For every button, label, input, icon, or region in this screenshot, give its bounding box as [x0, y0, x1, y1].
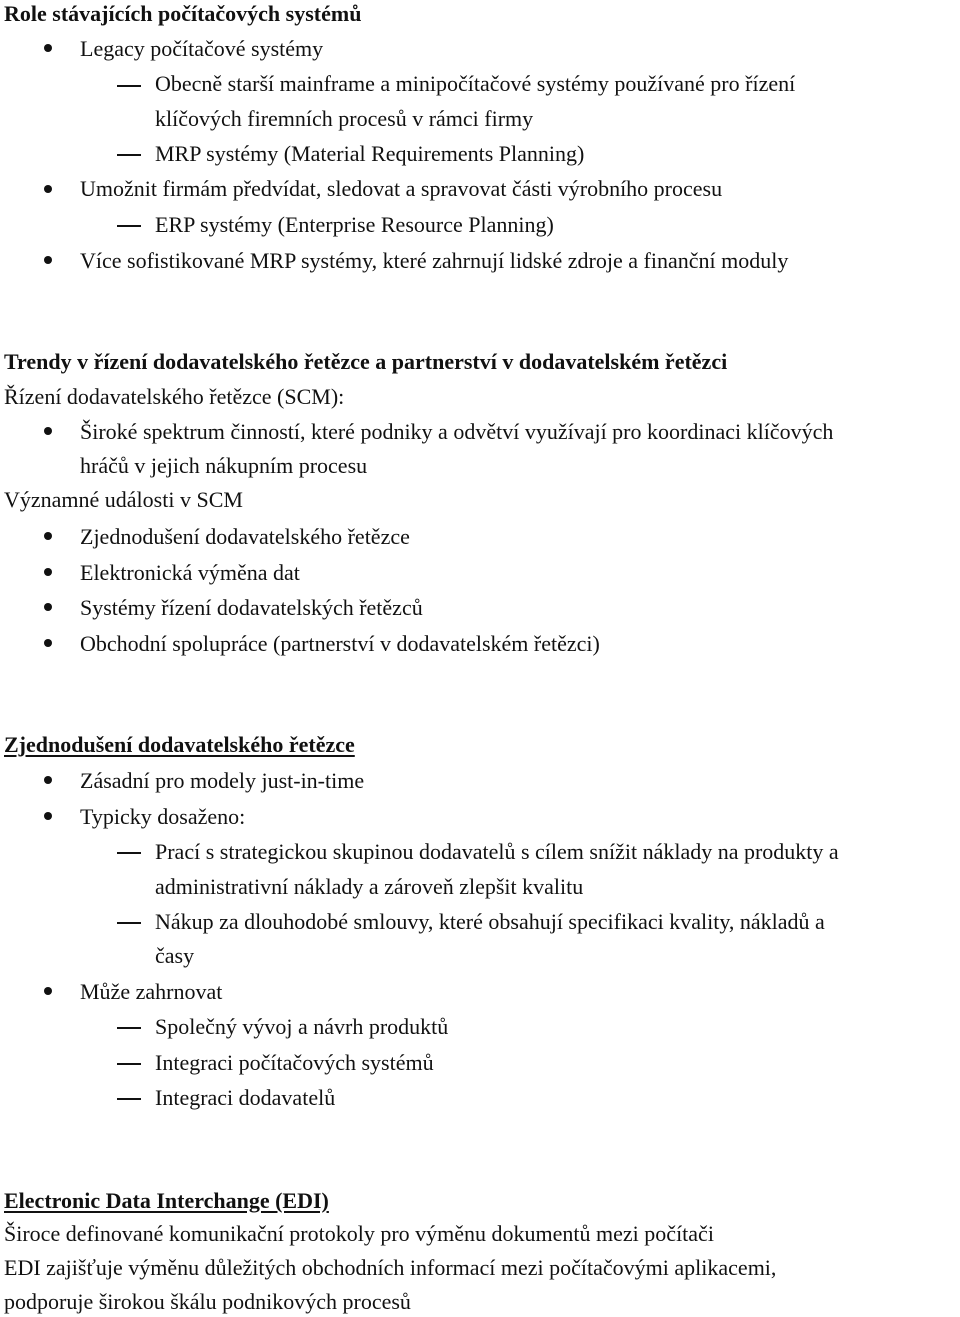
- list-item-continuation: klíčových firemních procesů v rámci firmy: [155, 106, 534, 131]
- section-heading-supply-chain-simplification: Zjednodušení dodavatelského řetězce: [4, 732, 355, 757]
- list-item: Legacy počítačové systémy: [80, 36, 324, 61]
- dash-icon: [117, 1063, 141, 1065]
- dash-icon: [117, 85, 141, 87]
- list-item: Integraci počítačových systémů: [155, 1050, 434, 1075]
- list-item: Může zahrnovat: [80, 979, 223, 1004]
- list-item: Obchodní spolupráce (partnerství v dodavatelském řetězci): [80, 631, 600, 656]
- paragraph: Řízení dodavatelského řetězce (SCM):: [4, 384, 345, 409]
- paragraph-continuation: podporuje širokou škálu podnikových procesů: [4, 1289, 411, 1314]
- dash-icon: [117, 1027, 141, 1029]
- list-item: Typicky dosaženo:: [80, 804, 246, 829]
- list-item: Společný vývoj a návrh produktů: [155, 1014, 449, 1039]
- section-heading-edi: Electronic Data Interchange (EDI): [4, 1188, 329, 1213]
- dash-icon: [117, 154, 141, 156]
- bullet-icon: [44, 256, 52, 264]
- paragraph: Významné události v SCM: [4, 487, 243, 512]
- dash-icon: [117, 1098, 141, 1100]
- bullet-icon: [44, 812, 52, 820]
- list-item: MRP systémy (Material Requirements Planning): [155, 141, 585, 166]
- list-item: Integraci dodavatelů: [155, 1085, 336, 1110]
- list-item: Více sofistikované MRP systémy, které zahrnují lidské zdroje a finanční moduly: [80, 248, 789, 273]
- list-item-continuation: hráčů v jejich nákupním procesu: [80, 453, 368, 478]
- paragraph: EDI zajišťuje výměnu důležitých obchodních informací mezi počítačovými aplikacemi,: [4, 1255, 777, 1280]
- dash-icon: [117, 225, 141, 227]
- paragraph: Široce definované komunikační protokoly pro výměnu dokumentů mezi počítači: [4, 1221, 714, 1246]
- list-item-continuation: administrativní náklady a zároveň zlepšit kvalitu: [155, 874, 584, 899]
- list-item: Obecně starší mainframe a minipočítačové systémy používané pro řízení: [155, 71, 796, 96]
- bullet-icon: [44, 532, 52, 540]
- list-item: Široké spektrum činností, které podniky a odvětví využívají pro koordinaci klíčových: [80, 419, 834, 444]
- dash-icon: [117, 852, 141, 854]
- bullet-icon: [44, 44, 52, 52]
- bullet-icon: [44, 185, 52, 193]
- list-item: Prací s strategickou skupinou dodavatelů s cílem snížit náklady na produkty a: [155, 839, 839, 864]
- list-item: Zjednodušení dodavatelského řetězce: [80, 524, 410, 549]
- bullet-icon: [44, 568, 52, 576]
- list-item: ERP systémy (Enterprise Resource Planning): [155, 212, 554, 237]
- section-heading-scm-trends: Trendy v řízení dodavatelského řetězce a partnerství v dodavatelském řetězci: [4, 349, 728, 374]
- section-heading-legacy-systems: Role stávajících počítačových systémů: [4, 1, 362, 26]
- bullet-icon: [44, 639, 52, 647]
- list-item: Systémy řízení dodavatelských řetězců: [80, 595, 423, 620]
- bullet-icon: [44, 427, 52, 435]
- bullet-icon: [44, 603, 52, 611]
- list-item: Elektronická výměna dat: [80, 560, 300, 585]
- list-item: Zásadní pro modely just-in-time: [80, 768, 365, 793]
- list-item: Nákup za dlouhodobé smlouvy, které obsahují specifikaci kvality, nákladů a: [155, 909, 825, 934]
- dash-icon: [117, 922, 141, 924]
- bullet-icon: [44, 987, 52, 995]
- list-item-continuation: časy: [155, 943, 195, 968]
- list-item: Umožnit firmám předvídat, sledovat a spravovat části výrobního procesu: [80, 176, 723, 201]
- bullet-icon: [44, 776, 52, 784]
